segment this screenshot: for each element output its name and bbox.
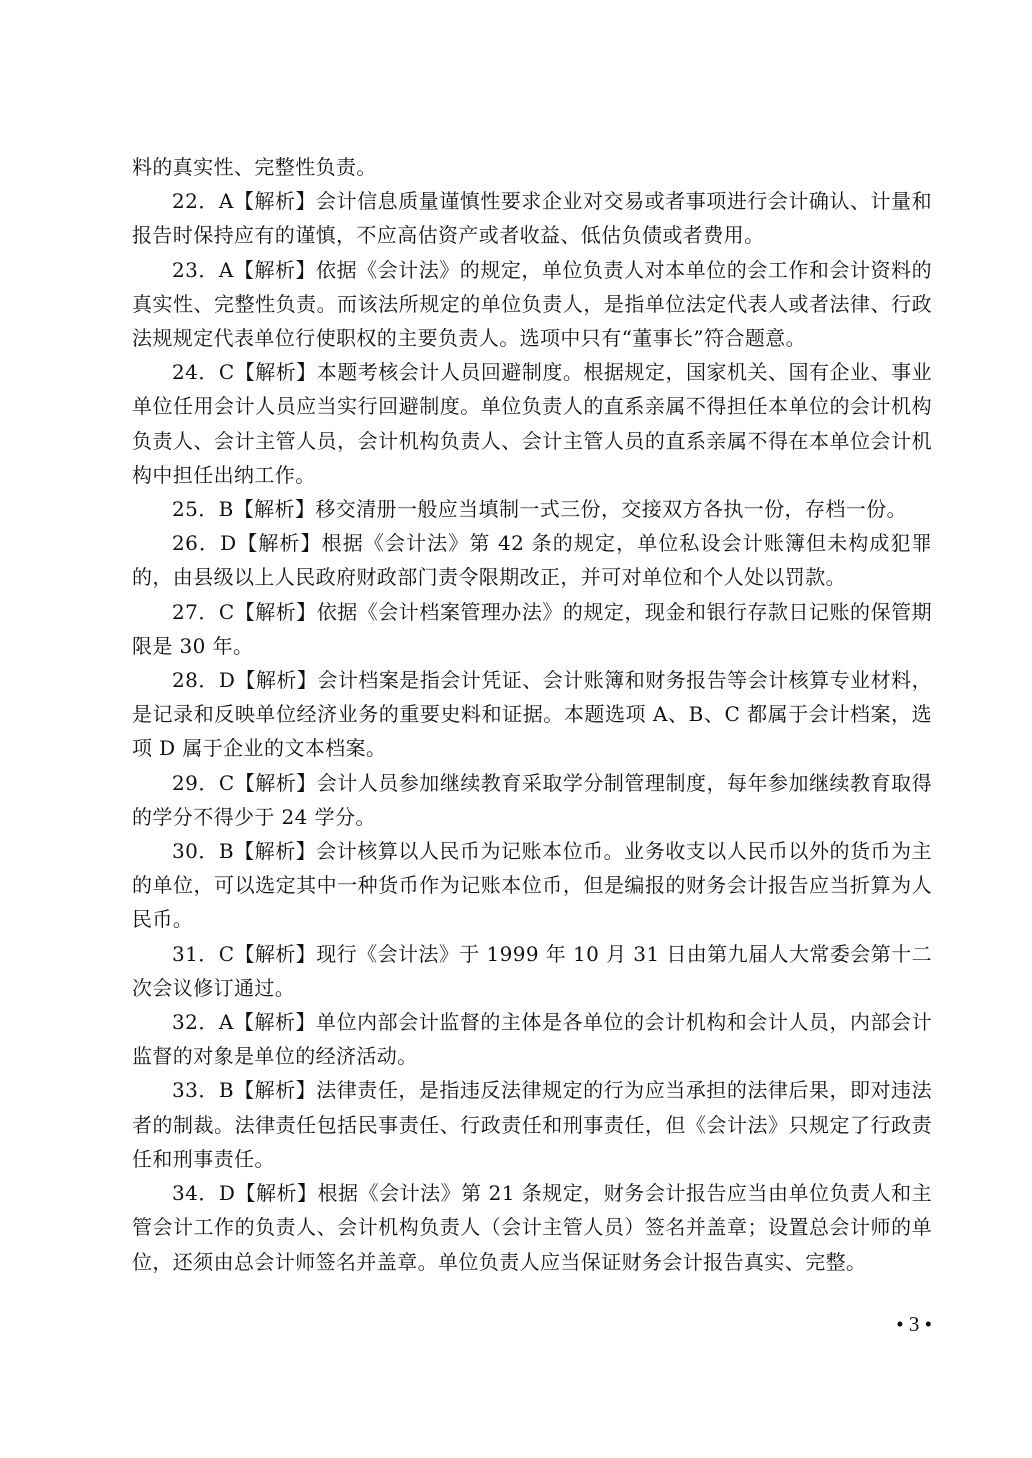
- answer-item-29: 29．C【解析】会计人员参加继续教育采取学分制管理制度，每年参加继续教育取得的学分不得少于 24 学分。: [132, 770, 932, 829]
- answer-item-34: 34．D【解析】根据《会计法》第 21 条规定，财务会计报告应当由单位负责人和主管会计工作的负责人、会计机构负责人（会计主管人员）签名并盖章；设置总会计师的单位，还须由总会计师签名并盖章。单位负责人应当保证财务会计报告真实、完整。: [132, 1181, 932, 1274]
- answer-item-30: 30．B【解析】会计核算以人民币为记账本位币。业务收支以人民币以外的货币为主的单位，可以选定其中一种货币作为记账本位币，但是编报的财务会计报告应当折算为人民币。: [132, 839, 932, 932]
- answer-explanations: [132, 150, 932, 1279]
- answer-item-24: 24．C【解析】本题考核会计人员回避制度。根据规定，国家机关、国有企业、事业单位任用会计人员应当实行回避制度。单位负责人的直系亲属不得担任本单位的会计机构负责人、会计主管人员，会计机构负责人、会计主管人员的直系亲属不得在本单位会计机构中担任出纳工作。: [132, 360, 932, 487]
- answer-item-33: 33．B【解析】法律责任，是指违反法律规定的行为应当承担的法律后果，即对违法者的制裁。法律责任包括民事责任、行政责任和刑事责任，但《会计法》只规定了行政责任和刑事责任。: [132, 1078, 932, 1171]
- page-number: • 3 •: [896, 1312, 932, 1336]
- answer-item-27: 27．C【解析】依据《会计档案管理办法》的规定，现金和银行存款日记账的保管期限是 30 年。: [132, 599, 932, 658]
- continuation-paragraph: 料的真实性、完整性负责。: [132, 155, 377, 179]
- answer-item-32: 32．A【解析】单位内部会计监督的主体是各单位的会计机构和会计人员，内部会计监督的对象是单位的经济活动。: [132, 1010, 932, 1069]
- answer-item-22: 22．A【解析】会计信息质量谨慎性要求企业对交易或者事项进行会计确认、计量和报告时保持应有的谨慎，不应高估资产或者收益、低估负债或者费用。: [132, 189, 932, 248]
- answer-item-31: 31．C【解析】现行《会计法》于 1999 年 10 月 31 日由第九届人大常委会第十二次会议修订通过。: [132, 941, 932, 1000]
- answer-item-26: 26．D【解析】根据《会计法》第 42 条的规定，单位私设会计账簿但未构成犯罪的，由县级以上人民政府财政部门责令限期改正，并可对单位和个人处以罚款。: [132, 531, 932, 590]
- answer-item-28: 28．D【解析】会计档案是指会计凭证、会计账簿和财务报告等会计核算专业材料，是记录和反映单位经济业务的重要史料和证据。本题选项 A、B、C 都属于会计档案，选项 D 属于企业的文本档案。: [132, 668, 932, 761]
- answer-item-23: 23．A【解析】依据《会计法》的规定，单位负责人对本单位的会工作和会计资料的真实性、完整性负责。而该法所规定的单位负责人，是指单位法定代表人或者法律、行政法规规定代表单位行使职权的主要负责人。选项中只有“董事长”符合题意。: [132, 257, 932, 351]
- answer-item-25: 25．B【解析】移交清册一般应当填制一式三份，交接双方各执一份，存档一份。: [172, 497, 907, 522]
